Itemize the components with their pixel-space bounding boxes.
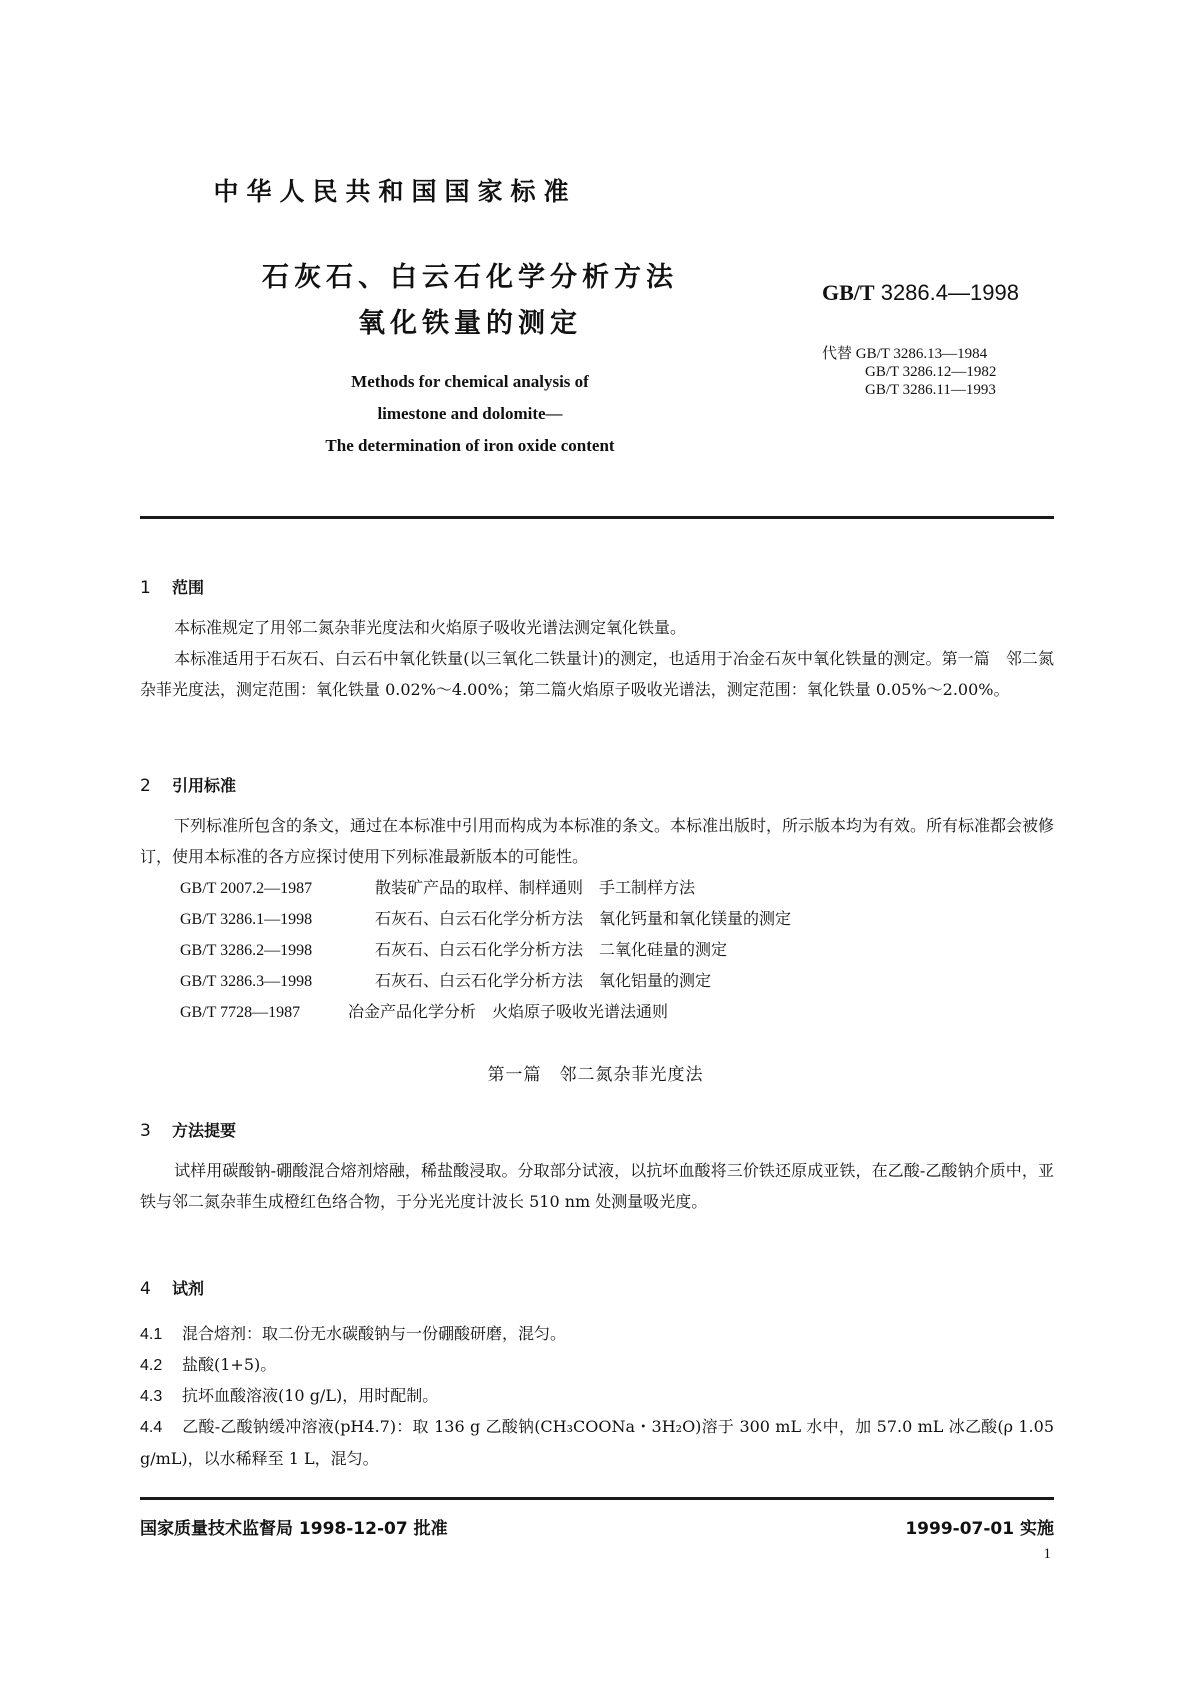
- section-2-heading: [140, 773, 236, 796]
- replaces-row: [822, 381, 996, 399]
- reference-row: [180, 872, 695, 904]
- replaces-row: [822, 345, 996, 363]
- section-title: 引用标准: [172, 776, 237, 795]
- reagent-item: [140, 1318, 566, 1350]
- title-cn-line2: 氧化铁量的测定: [358, 308, 582, 339]
- reference-title: 石灰石、白云石化学分析方法 氧化钙量和氧化镁量的测定: [375, 909, 792, 928]
- reagent-number: 4.4: [140, 1419, 163, 1436]
- title-en-line3: The determination of iron oxide content: [325, 436, 615, 455]
- reference-code: GB/T 7728—1987: [180, 1004, 301, 1021]
- reference-row: [180, 965, 711, 997]
- reagent-number: 4.2: [140, 1357, 163, 1374]
- standard-number-value: 3286.4—1998: [880, 280, 1019, 305]
- reference-title: 石灰石、白云石化学分析方法 氧化铝量的测定: [375, 971, 712, 990]
- reagent-number: 4.1: [140, 1326, 163, 1343]
- reference-title: 散装矿产品的取样、制样通则 手工制样方法: [375, 878, 696, 897]
- reagent-text: 乙酸-乙酸钠缓冲溶液(pH4.7)：取 136 g 乙酸钠(CH₃COONa・3H₂O)溶于 300 mL 水中，加 57.0 mL 冰乙酸(ρ 1.05 g/mL)，以水稀释至 1 L，混匀。: [140, 1417, 1054, 1468]
- section-title: 范围: [172, 578, 205, 597]
- replaced-standard: GB/T 3286.13—1984: [855, 346, 988, 362]
- standard-number: [822, 280, 1019, 306]
- reference-row: [180, 903, 791, 935]
- replaces-block: [822, 345, 996, 399]
- reagent-item: [140, 1349, 276, 1381]
- title-en-line1: Methods for chemical analysis of: [351, 372, 589, 391]
- section-1-paragraph-1: 本标准规定了用邻二氮杂菲光度法和火焰原子吸收光谱法测定氧化铁量。: [174, 618, 687, 637]
- section-1-paragraph-2: 本标准适用于石灰石、白云石中氧化铁量(以三氧化二铁量计)的测定，也适用于冶金石灰中氧化铁量的测定。第一篇 邻二氮杂菲光度法，测定范围：氧化铁量 0.02%～4.00%；第二篇火焰原子吸收光谱法，测定范围：氧化铁量 0.05%～2.00%。: [140, 649, 1054, 699]
- section-1-heading: [140, 575, 204, 598]
- reagent-text: 抗坏血酸溶液(10 g/L)，用时配制。: [182, 1386, 439, 1405]
- reference-code: GB/T 3286.3—1998: [180, 973, 313, 990]
- section-title: 方法提要: [172, 1121, 237, 1140]
- page-number: 1: [1043, 1546, 1051, 1562]
- section-4-heading: [140, 1276, 204, 1299]
- approval-info: 国家质量技术监督局 1998-12-07 批准: [140, 1519, 448, 1539]
- reference-code: GB/T 3286.2—1998: [180, 942, 313, 959]
- reference-row: [180, 934, 727, 966]
- reference-code: GB/T 2007.2—1987: [180, 880, 313, 897]
- section-2-paragraph-1: 下列标准所包含的条文，通过在本标准中引用而构成为本标准的条文。本标准出版时，所示版本均为有效。所有标准都会被修订，使用本标准的各方应探讨使用下列标准最新版本的可能性。: [140, 816, 1055, 866]
- section-number: 1: [140, 578, 151, 598]
- replaces-row: [822, 363, 996, 381]
- title-cn-line1: 石灰石、白云石化学分析方法: [262, 262, 678, 293]
- header-divider: [140, 516, 1054, 519]
- section-title: 试剂: [172, 1279, 205, 1298]
- part-one-title: 第一篇 邻二氮杂菲光度法: [487, 1065, 704, 1085]
- national-standard-heading: 中华人民共和国国家标准: [213, 177, 577, 206]
- footer-divider: [140, 1497, 1054, 1500]
- section-3-paragraph-1: 试样用碳酸钠-硼酸混合熔剂熔融，稀盐酸浸取。分取部分试液，以抗坏血酸将三价铁还原成亚铁，在乙酸-乙酸钠介质中，亚铁与邻二氮杂菲生成橙红色络合物，于分光光度计波长 510 nm 处测量吸光度。: [140, 1161, 1054, 1211]
- reagent-item: [140, 1380, 438, 1412]
- reference-title: 冶金产品化学分析 火焰原子吸收光谱法通则: [348, 1002, 669, 1021]
- section-3-heading: [140, 1118, 236, 1141]
- standard-prefix: GB/T: [822, 280, 875, 305]
- replaced-standard: GB/T 3286.12—1982: [865, 364, 997, 380]
- title-en-line2: limestone and dolomite—: [377, 404, 563, 423]
- effective-date: 1999-07-01 实施: [905, 1519, 1054, 1539]
- replaced-standard: GB/T 3286.11—1993: [865, 382, 996, 398]
- reference-row: [180, 996, 668, 1028]
- reference-title: 石灰石、白云石化学分析方法 二氧化硅量的测定: [375, 940, 728, 959]
- section-number: 4: [140, 1279, 151, 1299]
- reagent-text: 混合熔剂：取二份无水碳酸钠与一份硼酸研磨，混匀。: [182, 1324, 567, 1343]
- section-number: 3: [140, 1121, 151, 1141]
- reagent-number: 4.3: [140, 1388, 163, 1405]
- section-number: 2: [140, 776, 151, 796]
- reagent-item: [140, 1411, 1054, 1474]
- replaces-label: 代替: [822, 346, 853, 362]
- reference-code: GB/T 3286.1—1998: [180, 911, 313, 928]
- reagent-text: 盐酸(1+5)。: [182, 1355, 277, 1374]
